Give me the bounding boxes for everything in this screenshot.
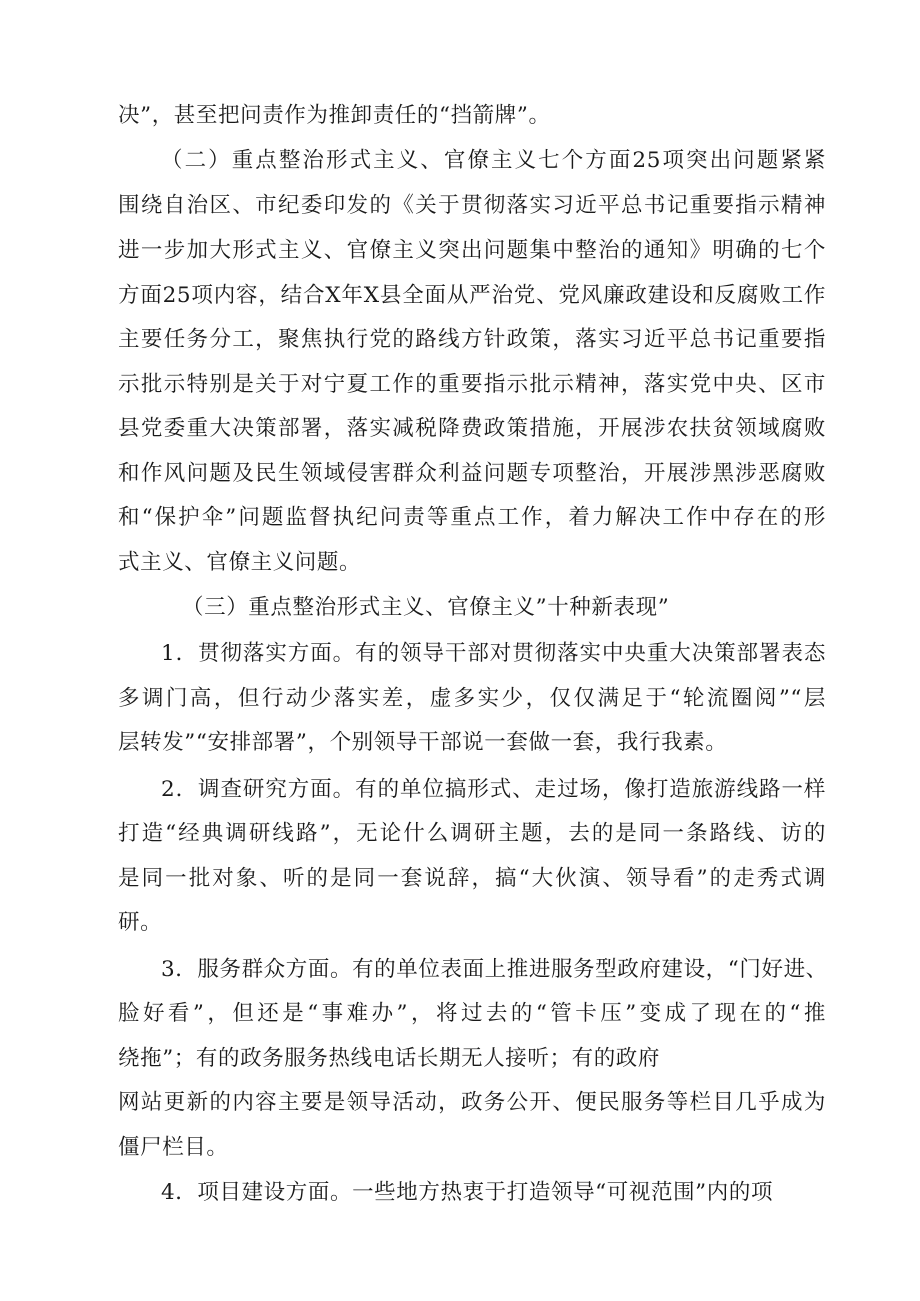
paragraph-line: 绕拖”；有的政务服务热线电话长期无人接听；有的政府 [118,1046,660,1071]
item-3-line: 3．服务群众方面。有的单位表面上推进服务型政府建设，“门好进、 [161,957,828,982]
paragraph-line: 和“保护伞”问题监督执纪问责等重点工作，着力解决工作中存在的形 [118,505,826,530]
paragraph-line: 方面25项内容，结合X年X县全面从严治党、党风廉政建设和反腐败工作 [118,283,826,308]
item-1-line: 1．贯彻落实方面。有的领导干部对贯彻落实中央重大决策部署表态 [161,641,826,666]
paragraph-line: 打造“经典调研线路”，无论什么调研主题，去的是同一条路线、访的 [118,821,826,846]
paragraph-line: 主要任务分工，聚焦执行党的路线方针政策，落实习近平总书记重要指 [118,327,826,352]
paragraph-line: 研。 [118,910,163,935]
paragraph-line: 僵尸栏目。 [118,1135,229,1160]
section-heading-3: （三）重点整治形式主义、官僚主义”十种新表现” [182,595,670,620]
paragraph-line: 示批示特别是关于对宁夏工作的重要指示批示精神，落实党中央、区市 [118,372,826,397]
paragraph-line: 围绕自治区、市纪委印发的《关于贯彻落实习近平总书记重要指示精神 [118,193,826,218]
section-heading-2: （二）重点整治形式主义、官僚主义七个方面25项突出问题紧紧 [161,148,826,173]
paragraph-line: 县党委重大决策部署，落实减税降费政策措施，开展涉农扶贫领域腐败 [118,416,826,441]
paragraph-line: 和作风问题及民生领域侵害群众利益问题专项整治，开展涉黑涉恶腐败 [118,461,826,486]
paragraph-line: 是同一批对象、听的是同一套说辞，搞“大伙演、领导看”的走秀式调 [118,866,826,891]
item-4-line: 4．项目建设方面。一些地方热衷于打造领导“可视范围”内的项 [161,1180,774,1205]
paragraph-line: 式主义、官僚主义问题。 [118,550,362,575]
paragraph-line: 网站更新的内容主要是领导活动，政务公开、便民服务等栏目几乎成为 [118,1090,826,1115]
paragraph-line: 脸好看”，但还是“事难办”，将过去的“管卡压”变成了现在的“推 [118,1001,826,1026]
item-2-line: 2．调查研究方面。有的单位搞形式、走过场，像打造旅游线路一样 [161,777,826,802]
paragraph-line: 进一步加大形式主义、官僚主义突出问题集中整治的通知》明确的七个 [118,238,826,263]
paragraph-line: 多调门高，但行动少落实差，虚多实少，仅仅满足于“轮流圈阅”“层 [118,686,826,711]
paragraph-line: 决”，甚至把问责作为推卸责任的“挡箭牌”。 [118,103,551,128]
paragraph-line: 层转发”“安排部署”，个别领导干部说一套做一套，我行我素。 [118,730,728,755]
